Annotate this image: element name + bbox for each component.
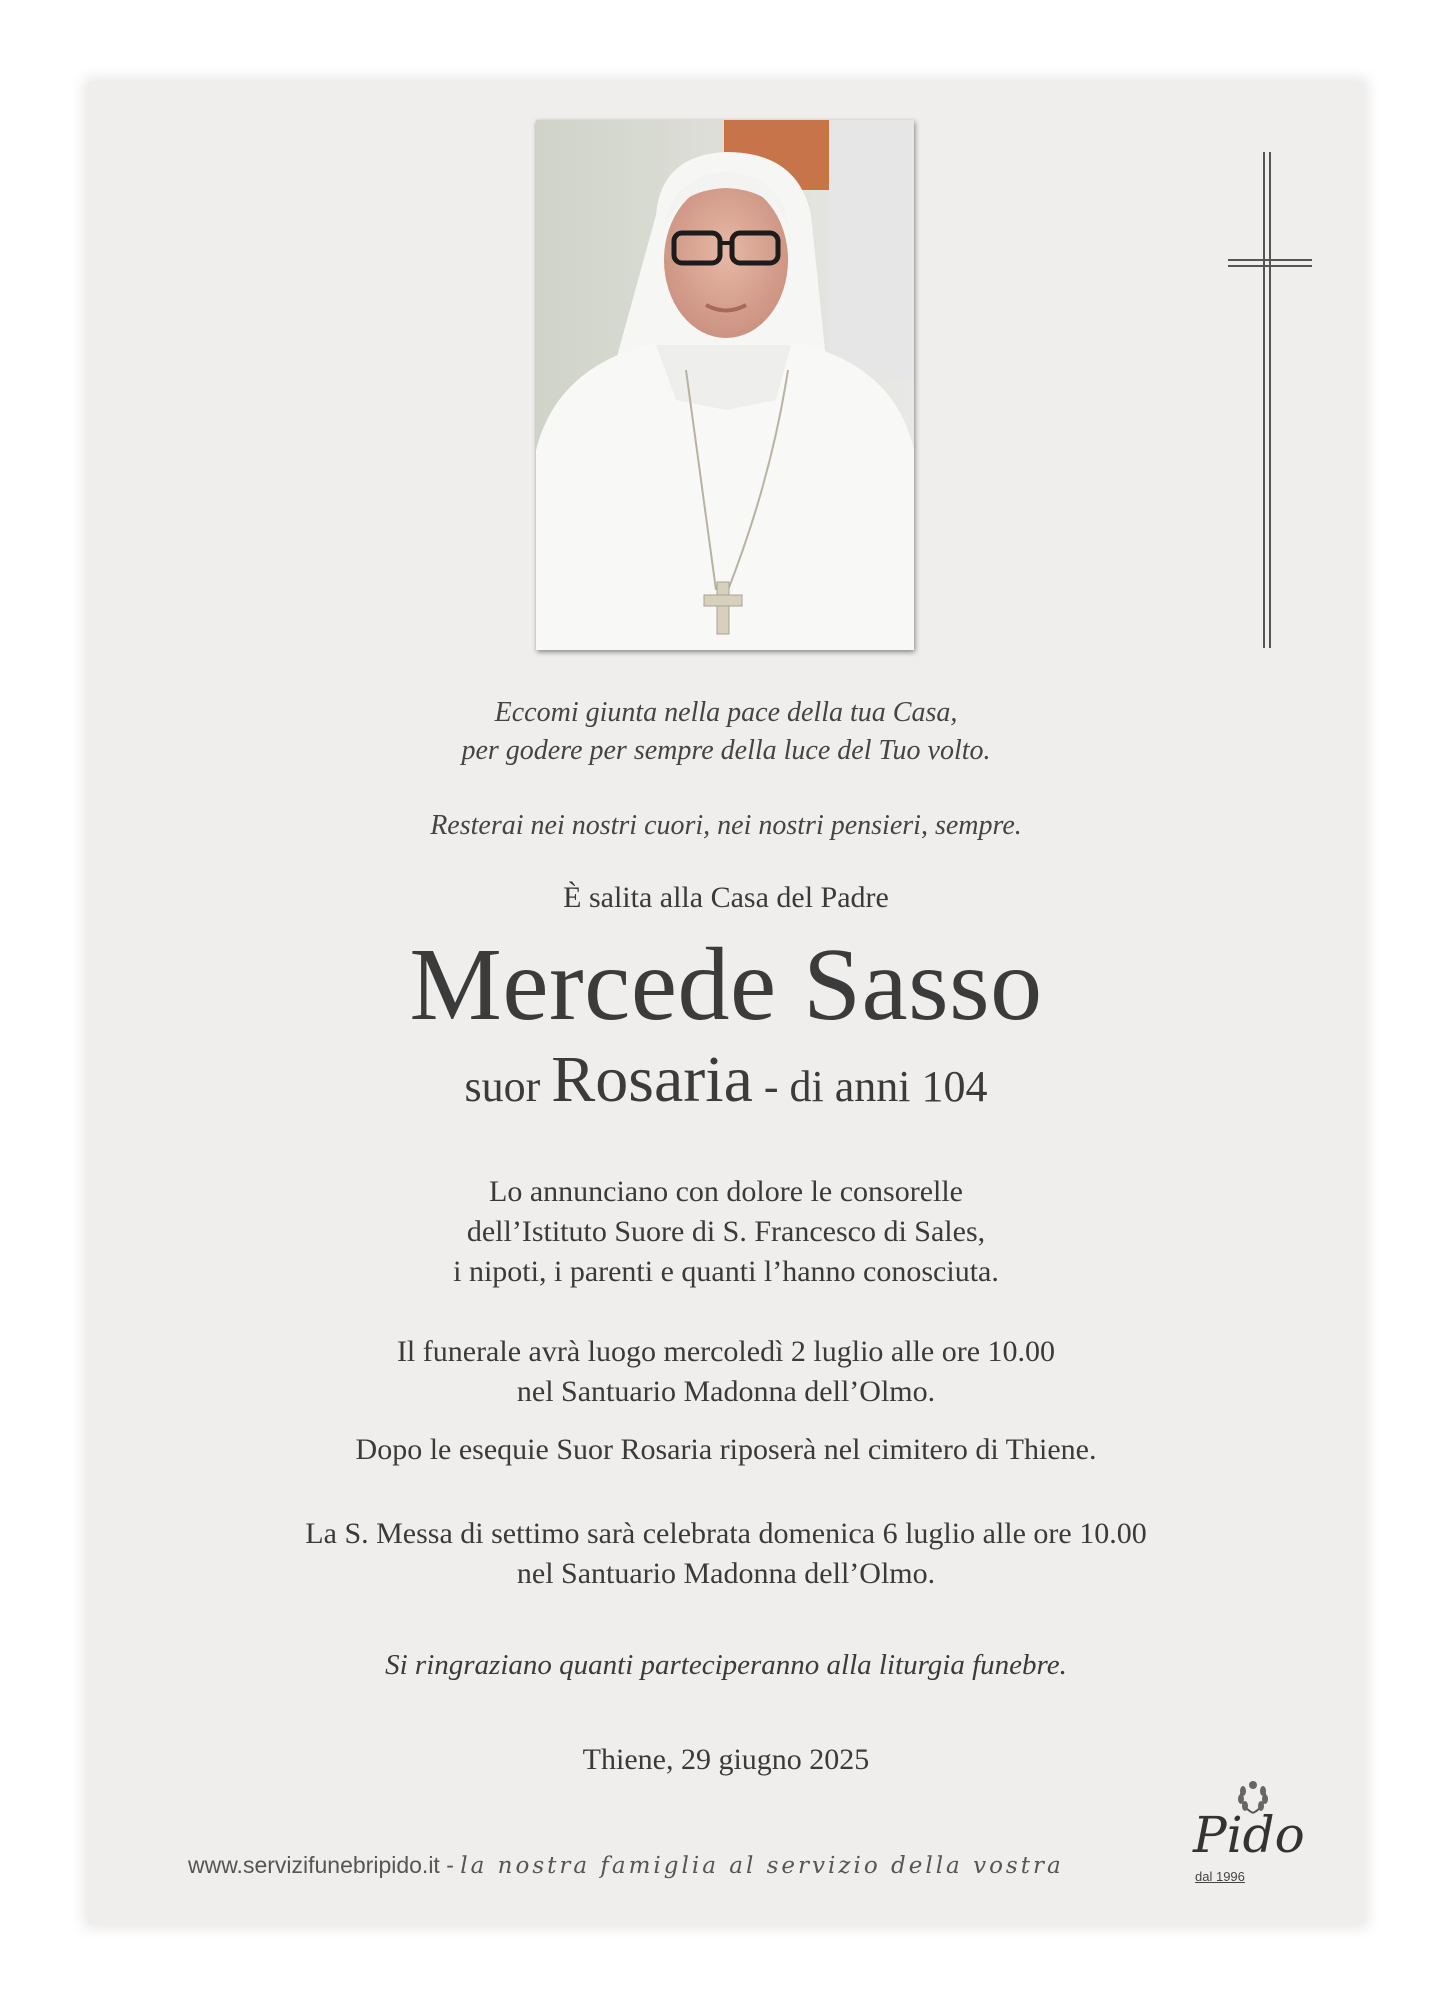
religious-name: Rosaria xyxy=(551,1043,753,1116)
mass-line: nel Santuario Madonna dell’Olmo. xyxy=(516,1557,936,1590)
verse-line: Eccomi giunta nella pace della tua Casa, xyxy=(494,697,958,728)
logo-since: dal 1996 xyxy=(1195,1869,1245,1884)
deceased-name: Mercede Sasso xyxy=(409,927,1043,1042)
announcement-intro: È salita alla Casa del Padre xyxy=(563,881,889,914)
family-line: dell’Istituto Suore di S. Francesco di Sales, xyxy=(466,1215,986,1248)
religious-title: suor xyxy=(464,1062,541,1111)
portrait-photo xyxy=(536,120,914,650)
place-date: Thiene, 29 giugno 2025 xyxy=(582,1743,870,1776)
footer xyxy=(188,1852,1188,1879)
logo-name: Pido xyxy=(1193,1806,1305,1864)
verse-line: per godere per sempre della luce del Tuo volto. xyxy=(461,735,991,766)
mass-line: La S. Messa di settimo sarà celebrata domenica 6 luglio alle ore 10.00 xyxy=(305,1517,1147,1550)
family-line: i nipoti, i parenti e quanti l’hanno conosciuta. xyxy=(453,1255,999,1288)
funeral-info xyxy=(88,1332,1364,1412)
pido-logo xyxy=(1193,1777,1333,1897)
footer-separator: - xyxy=(439,1852,461,1878)
burial-info xyxy=(88,1430,1364,1470)
family-line: Lo annunciano con dolore le consorelle xyxy=(489,1175,963,1208)
verse-closing xyxy=(88,807,1364,845)
thanks-text: Si ringraziano quanti parteciperanno alla liturgia funebre. xyxy=(385,1649,1067,1681)
website-link[interactable]: www.servizifunebripido.it xyxy=(188,1852,440,1878)
burial-line: Dopo le esequie Suor Rosaria riposerà nel cimitero di Thiene. xyxy=(355,1433,1097,1466)
funeral-line: Il funerale avrà luogo mercoledì 2 luglio alle ore 10.00 xyxy=(396,1335,1056,1368)
footer-tagline: la nostra famiglia al servizio della vostra xyxy=(460,1853,1064,1879)
verse-block xyxy=(88,694,1364,770)
funeral-line: nel Santuario Madonna dell’Olmo. xyxy=(516,1375,936,1408)
family-announcement xyxy=(88,1172,1364,1292)
obituary-card xyxy=(88,82,1364,1924)
verse-line: Resterai nei nostri cuori, nei nostri pensieri, sempre. xyxy=(430,810,1022,841)
mass-info xyxy=(88,1514,1364,1594)
cross-icon xyxy=(1226,150,1316,650)
age-text: - di anni 104 xyxy=(763,1062,988,1111)
religious-name-line xyxy=(88,1043,1364,1117)
